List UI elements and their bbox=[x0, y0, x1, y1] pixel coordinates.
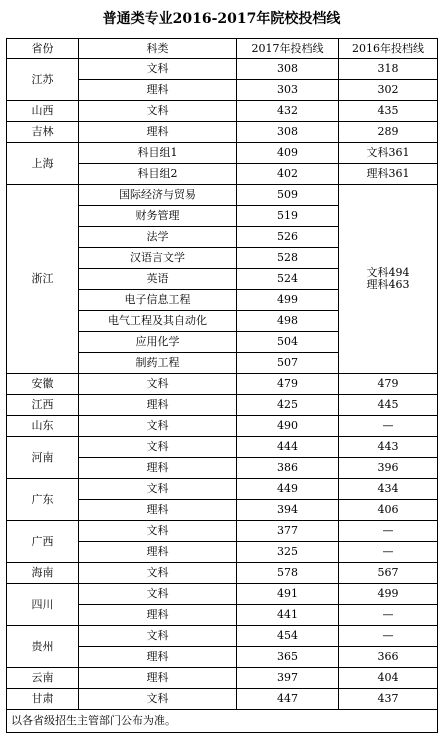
province-cell: 江苏 bbox=[7, 59, 79, 101]
subject-cell: 英语 bbox=[79, 269, 237, 290]
table-row bbox=[7, 668, 438, 689]
table-row bbox=[7, 584, 438, 605]
subject-cell: 汉语言文学 bbox=[79, 248, 237, 269]
score-2017-cell: 509 bbox=[237, 185, 339, 206]
province-cell: 广西 bbox=[7, 521, 79, 563]
province-cell: 上海 bbox=[7, 143, 79, 185]
score-2017-cell: 504 bbox=[237, 332, 339, 353]
table-row bbox=[7, 395, 438, 416]
header-2016-line: 2016年投档线 bbox=[339, 39, 438, 59]
subject-cell: 文科 bbox=[79, 374, 237, 395]
score-2016-cell: 443 bbox=[339, 437, 438, 458]
table-row bbox=[7, 101, 438, 122]
score-2017-cell: 519 bbox=[237, 206, 339, 227]
table-row bbox=[7, 626, 438, 647]
province-cell: 吉林 bbox=[7, 122, 79, 143]
table-row bbox=[7, 59, 438, 80]
score-2016-cell: 396 bbox=[339, 458, 438, 479]
province-cell: 山西 bbox=[7, 101, 79, 122]
subject-cell: 科目组1 bbox=[79, 143, 237, 164]
score-2016-cell: 479 bbox=[339, 374, 438, 395]
subject-cell: 法学 bbox=[79, 227, 237, 248]
score-2017-cell: 308 bbox=[237, 122, 339, 143]
table-row bbox=[7, 143, 438, 164]
subject-cell: 文科 bbox=[79, 626, 237, 647]
note-row bbox=[7, 710, 438, 733]
score-2016-arts: 文科494 bbox=[366, 266, 410, 279]
score-2016-cell: 445 bbox=[339, 395, 438, 416]
subject-cell: 制药工程 bbox=[79, 353, 237, 374]
subject-cell: 文科 bbox=[79, 584, 237, 605]
score-2017-cell: 397 bbox=[237, 668, 339, 689]
subject-cell: 文科 bbox=[79, 521, 237, 542]
score-2017-cell: 303 bbox=[237, 80, 339, 101]
score-2017-cell: 499 bbox=[237, 290, 339, 311]
score-2017-cell: 479 bbox=[237, 374, 339, 395]
subject-cell: 文科 bbox=[79, 416, 237, 437]
score-2016-cell: — bbox=[339, 416, 438, 437]
province-cell: 海南 bbox=[7, 563, 79, 584]
subject-cell: 理科 bbox=[79, 500, 237, 521]
province-cell: 江西 bbox=[7, 395, 79, 416]
score-2017-cell: 524 bbox=[237, 269, 339, 290]
subject-cell: 文科 bbox=[79, 101, 237, 122]
province-cell: 广东 bbox=[7, 479, 79, 521]
table-row bbox=[7, 416, 438, 437]
table-row bbox=[7, 374, 438, 395]
score-2017-cell: 441 bbox=[237, 605, 339, 626]
subject-cell: 财务管理 bbox=[79, 206, 237, 227]
footnote: 以各省级招生主管部门公布为准。 bbox=[7, 710, 438, 733]
table-row bbox=[7, 521, 438, 542]
score-2016-cell: 437 bbox=[339, 689, 438, 710]
score-2016-cell: 567 bbox=[339, 563, 438, 584]
score-2017-cell: 365 bbox=[237, 647, 339, 668]
score-2016-cell: 理科361 bbox=[339, 164, 438, 185]
score-2017-cell: 444 bbox=[237, 437, 339, 458]
score-2017-cell: 498 bbox=[237, 311, 339, 332]
header-subject: 科类 bbox=[79, 39, 237, 59]
table-row bbox=[7, 122, 438, 143]
subject-cell: 理科 bbox=[79, 605, 237, 626]
score-2017-cell: 386 bbox=[237, 458, 339, 479]
subject-cell: 科目组2 bbox=[79, 164, 237, 185]
subject-cell: 理科 bbox=[79, 395, 237, 416]
score-2016-merged-cell bbox=[339, 185, 438, 374]
score-2017-cell: 394 bbox=[237, 500, 339, 521]
score-2016-science: 理科463 bbox=[366, 278, 410, 291]
subject-cell: 电子信息工程 bbox=[79, 290, 237, 311]
score-2017-cell: 402 bbox=[237, 164, 339, 185]
score-2016-cell: — bbox=[339, 542, 438, 563]
subject-cell: 理科 bbox=[79, 122, 237, 143]
score-2017-cell: 409 bbox=[237, 143, 339, 164]
subject-cell: 文科 bbox=[79, 437, 237, 458]
subject-cell: 应用化学 bbox=[79, 332, 237, 353]
subject-cell: 理科 bbox=[79, 80, 237, 101]
province-cell: 甘肃 bbox=[7, 689, 79, 710]
header-row bbox=[7, 39, 438, 59]
table-row bbox=[7, 689, 438, 710]
score-2016-cell: — bbox=[339, 521, 438, 542]
score-2016-cell: 302 bbox=[339, 80, 438, 101]
score-2016-cell: 499 bbox=[339, 584, 438, 605]
score-2017-cell: 578 bbox=[237, 563, 339, 584]
province-cell: 山东 bbox=[7, 416, 79, 437]
province-cell: 河南 bbox=[7, 437, 79, 479]
score-2016-cell: 435 bbox=[339, 101, 438, 122]
score-2016-cell: 406 bbox=[339, 500, 438, 521]
score-2016-cell: 文科361 bbox=[339, 143, 438, 164]
subject-cell: 文科 bbox=[79, 563, 237, 584]
province-cell: 云南 bbox=[7, 668, 79, 689]
score-2017-cell: 447 bbox=[237, 689, 339, 710]
score-2016-cell: 289 bbox=[339, 122, 438, 143]
subject-cell: 文科 bbox=[79, 479, 237, 500]
score-2017-cell: 425 bbox=[237, 395, 339, 416]
score-2017-cell: 432 bbox=[237, 101, 339, 122]
admission-score-table bbox=[6, 38, 438, 733]
score-2017-cell: 449 bbox=[237, 479, 339, 500]
score-2016-cell: — bbox=[339, 605, 438, 626]
header-2017-line: 2017年投档线 bbox=[237, 39, 339, 59]
score-2016-cell: 366 bbox=[339, 647, 438, 668]
score-2017-cell: 490 bbox=[237, 416, 339, 437]
table-row bbox=[7, 437, 438, 458]
province-cell: 贵州 bbox=[7, 626, 79, 668]
subject-cell: 文科 bbox=[79, 689, 237, 710]
score-2017-cell: 454 bbox=[237, 626, 339, 647]
province-cell: 安徽 bbox=[7, 374, 79, 395]
score-2017-cell: 377 bbox=[237, 521, 339, 542]
subject-cell: 文科 bbox=[79, 59, 237, 80]
subject-cell: 理科 bbox=[79, 647, 237, 668]
province-cell: 浙江 bbox=[7, 185, 79, 374]
table-row bbox=[7, 479, 438, 500]
score-2016-cell: 434 bbox=[339, 479, 438, 500]
score-2017-cell: 308 bbox=[237, 59, 339, 80]
header-province: 省份 bbox=[7, 39, 79, 59]
subject-cell: 理科 bbox=[79, 668, 237, 689]
subject-cell: 理科 bbox=[79, 542, 237, 563]
subject-cell: 电气工程及其自动化 bbox=[79, 311, 237, 332]
province-cell: 四川 bbox=[7, 584, 79, 626]
table-row bbox=[7, 563, 438, 584]
score-2016-cell: 404 bbox=[339, 668, 438, 689]
score-2017-cell: 526 bbox=[237, 227, 339, 248]
score-2016-cell: — bbox=[339, 626, 438, 647]
score-2017-cell: 325 bbox=[237, 542, 339, 563]
table-row bbox=[7, 185, 438, 206]
score-2017-cell: 507 bbox=[237, 353, 339, 374]
score-2017-cell: 491 bbox=[237, 584, 339, 605]
score-2016-cell: 318 bbox=[339, 59, 438, 80]
subject-cell: 国际经济与贸易 bbox=[79, 185, 237, 206]
score-2017-cell: 528 bbox=[237, 248, 339, 269]
table-title: 普通类专业2016-2017年院校投档线 bbox=[102, 11, 341, 27]
subject-cell: 理科 bbox=[79, 458, 237, 479]
